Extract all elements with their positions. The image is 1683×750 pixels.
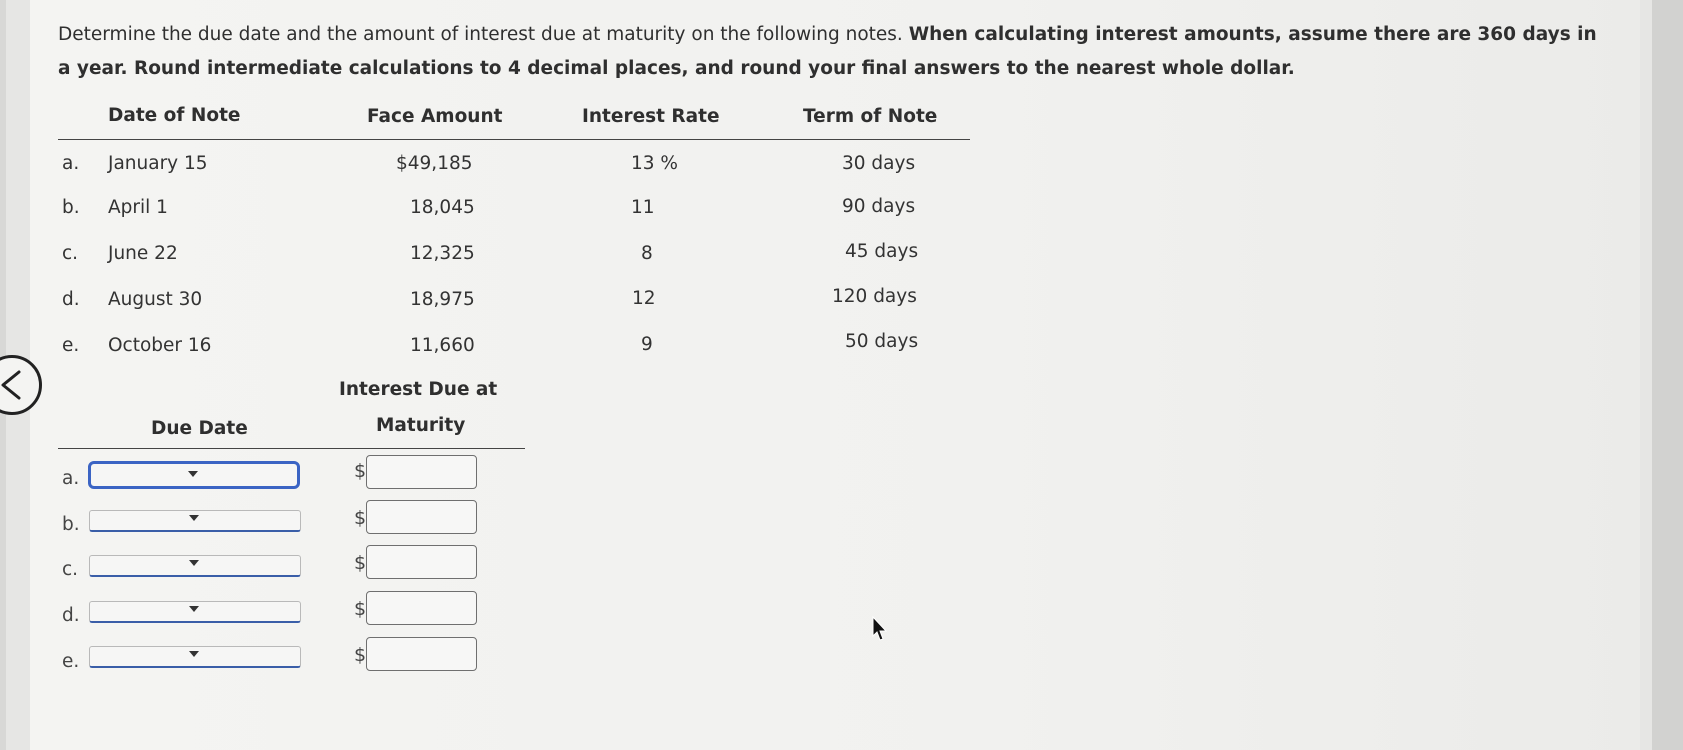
date-of-note: August 30 <box>108 289 203 310</box>
term-of-note: 90 days <box>842 196 916 217</box>
row-letter: a. <box>62 468 80 489</box>
chevron-down-icon <box>189 515 199 521</box>
due-date-select[interactable] <box>89 510 301 532</box>
header-due-date: Due Date <box>151 418 248 439</box>
interest-due-input[interactable] <box>366 455 477 489</box>
face-amount: 18,975 <box>410 289 475 310</box>
chevron-left-icon <box>0 368 23 402</box>
interest-due-input[interactable] <box>366 500 477 534</box>
row-letter: e. <box>62 335 80 356</box>
due-date-select[interactable] <box>89 555 301 577</box>
interest-due-input[interactable] <box>366 545 477 579</box>
dollar-sign: $ <box>354 507 367 529</box>
chevron-down-icon <box>189 560 199 566</box>
header-interest-rate: Interest Rate <box>582 106 720 127</box>
date-of-note: April 1 <box>108 197 168 218</box>
row-letter: a. <box>62 153 80 174</box>
due-date-select[interactable] <box>88 461 300 489</box>
mouse-pointer-icon <box>872 616 888 642</box>
answer-header-rule <box>58 448 525 449</box>
interest-rate: 13 % <box>631 153 678 174</box>
face-amount: $49,185 <box>396 153 473 174</box>
screen-edge-right <box>1652 0 1683 750</box>
row-letter: c. <box>62 559 79 580</box>
face-amount: 18,045 <box>410 197 475 218</box>
dollar-sign: $ <box>354 644 367 666</box>
row-letter: c. <box>62 243 79 264</box>
header-interest-due-line2: Maturity <box>376 415 466 436</box>
interest-due-input[interactable] <box>366 637 477 671</box>
dollar-sign: $ <box>354 460 367 482</box>
face-amount: 11,660 <box>410 335 475 356</box>
question-instructions <box>58 18 1598 86</box>
row-letter: b. <box>62 197 80 218</box>
face-amount: 12,325 <box>410 243 475 264</box>
interest-rate: 8 <box>641 243 653 264</box>
dollar-sign: $ <box>354 598 367 620</box>
due-date-select[interactable] <box>89 601 301 623</box>
row-letter: d. <box>62 289 80 310</box>
header-interest-due-line1: Interest Due at <box>339 379 498 400</box>
header-face-amount: Face Amount <box>367 106 503 127</box>
row-letter: e. <box>62 651 80 672</box>
instructions-bold: When calculating interest amounts, assume there are 360 days in a year. Round intermediate calculations to 4 decimal places, and round your final answers to the nearest whole dollar. <box>58 24 1597 79</box>
notes-header-rule <box>58 139 970 140</box>
interest-rate: 11 <box>631 197 655 218</box>
dollar-sign: $ <box>354 552 367 574</box>
date-of-note: June 22 <box>108 243 178 264</box>
term-of-note: 120 days <box>832 286 917 307</box>
date-of-note: January 15 <box>108 153 208 174</box>
term-of-note: 45 days <box>845 241 919 262</box>
row-letter: d. <box>62 605 80 626</box>
chevron-down-icon <box>188 471 198 477</box>
interest-rate: 12 <box>632 288 656 309</box>
due-date-select[interactable] <box>89 646 301 668</box>
row-letter: b. <box>62 514 80 535</box>
term-of-note: 30 days <box>842 153 916 174</box>
instructions-normal: Determine the due date and the amount of interest due at maturity on the following notes. <box>58 24 909 45</box>
header-term-of-note: Term of Note <box>803 106 938 127</box>
chevron-down-icon <box>189 651 199 657</box>
interest-due-input[interactable] <box>366 591 477 625</box>
interest-rate: 9 <box>641 334 653 355</box>
chevron-down-icon <box>189 606 199 612</box>
date-of-note: October 16 <box>108 335 212 356</box>
header-date-of-note: Date of Note <box>108 105 241 126</box>
term-of-note: 50 days <box>845 331 919 352</box>
